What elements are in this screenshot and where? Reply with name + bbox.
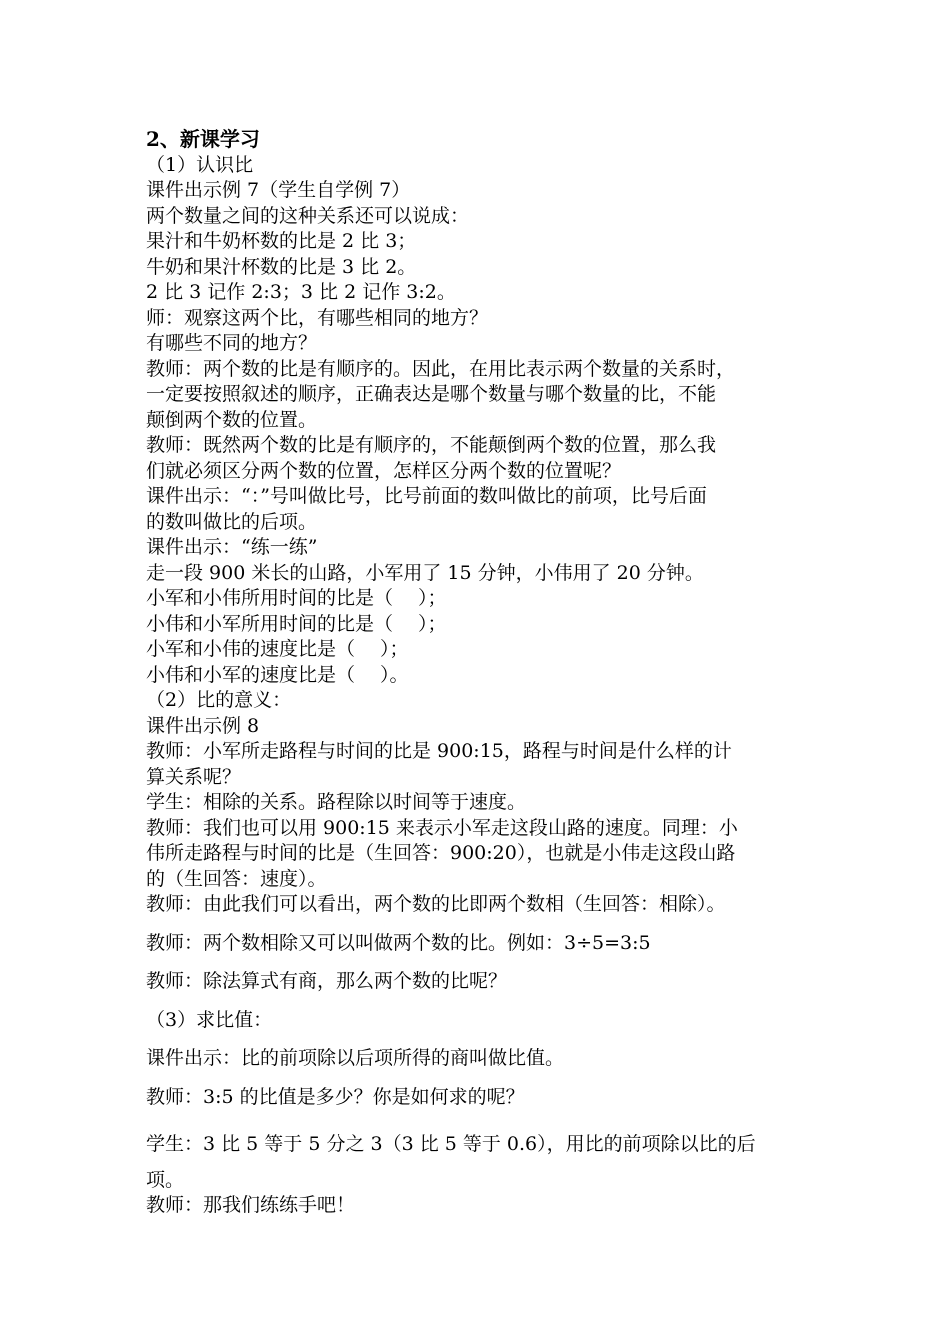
paragraph-line: 教师：由此我们可以看出，两个数的比即两个数相（生回答：相除）。 <box>146 893 726 915</box>
paragraph-line: 有哪些不同的地方？ <box>146 332 318 354</box>
paragraph-line: 的数叫做比的后项。 <box>146 510 318 533</box>
paragraph-line: 伟所走路程与时间的比是（生回答：900:20），也就是小伟走这段山路 <box>146 842 736 864</box>
paragraph-line: 走一段 900 米长的山路，小军用了 15 分钟，小伟用了 20 分钟。 <box>146 561 704 584</box>
paragraph-line: 学生：3 比 5 等于 5 分之 3（3 比 5 等于 0.6），用比的前项除以比的后 <box>146 1133 756 1155</box>
paragraph-line: 课件出示：比的前项除以后项所得的商叫做比值。 <box>146 1047 565 1069</box>
paragraph-line: 教师：那我们练练手吧！ <box>146 1194 356 1216</box>
paragraph-line: 课件出示：“练一练” <box>146 536 318 558</box>
paragraph-line: 们就必须区分两个数的位置，怎样区分两个数的位置呢？ <box>146 459 622 482</box>
paragraph-line: 教师：既然两个数的比是有顺序的，不能颠倒两个数的位置，那么我 <box>146 434 717 456</box>
subheading-1: （1）认识比 <box>146 153 254 176</box>
paragraph-line: 教师：除法算式有商，那么两个数的比呢？ <box>146 970 508 992</box>
document-body <box>146 127 811 1219</box>
exercise-line: 小伟和小军的速度比是（ ）。 <box>146 663 409 686</box>
paragraph-line: 算关系呢？ <box>146 765 242 788</box>
paragraph-line: 两个数量之间的这种关系还可以说成： <box>146 204 470 227</box>
exercise-line: 小伟和小军所用时间的比是（ ）； <box>146 612 447 635</box>
paragraph-line: 果汁和牛奶杯数的比是 2 比 3； <box>146 230 417 252</box>
exercise-line: 小军和小伟所用时间的比是（ ）； <box>146 587 447 609</box>
paragraph-line: 教师：我们也可以用 900:15 来表示小军走这段山路的速度。同理：小 <box>146 816 738 839</box>
paragraph-line: 师：观察这两个比，有哪些相同的地方？ <box>146 306 489 329</box>
exercise-line: 小军和小伟的速度比是（ ）； <box>146 638 409 660</box>
paragraph-line: 教师：两个数的比是有顺序的。因此，在用比表示两个数量的关系时， <box>146 357 736 380</box>
paragraph-line: 课件出示例 8 <box>146 714 260 737</box>
paragraph-line: 学生：相除的关系。路程除以时间等于速度。 <box>146 791 527 813</box>
subheading-2: （2）比的意义： <box>146 689 292 711</box>
paragraph-line: 一定要按照叙述的顺序，正确表达是哪个数量与哪个数量的比，不能 <box>146 383 717 405</box>
section-heading: 2、新课学习 <box>146 127 260 151</box>
paragraph-line: 项。 <box>146 1168 185 1191</box>
subheading-3: （3）求比值： <box>146 1008 273 1031</box>
paragraph-line: 的（生回答：速度）。 <box>146 867 327 890</box>
paragraph-line: 牛奶和果汁杯数的比是 3 比 2。 <box>146 255 417 278</box>
paragraph-line: 课件出示例 7（学生自学例 7） <box>146 179 411 201</box>
paragraph-line: 颠倒两个数的位置。 <box>146 408 318 431</box>
paragraph-line: 课件出示：“：”号叫做比号，比号前面的数叫做比的前项，比号后面 <box>146 485 707 507</box>
paragraph-line: 教师：3:5 的比值是多少？你是如何求的呢？ <box>146 1085 525 1108</box>
paragraph-line: 教师：两个数相除又可以叫做两个数的比。例如：3÷5=3:5 <box>146 931 651 954</box>
paragraph-line: 教师：小军所走路程与时间的比是 900:15，路程与时间是什么样的计 <box>146 740 732 762</box>
paragraph-line: 2 比 3 记作 2:3；3 比 2 记作 3:2。 <box>146 281 456 303</box>
